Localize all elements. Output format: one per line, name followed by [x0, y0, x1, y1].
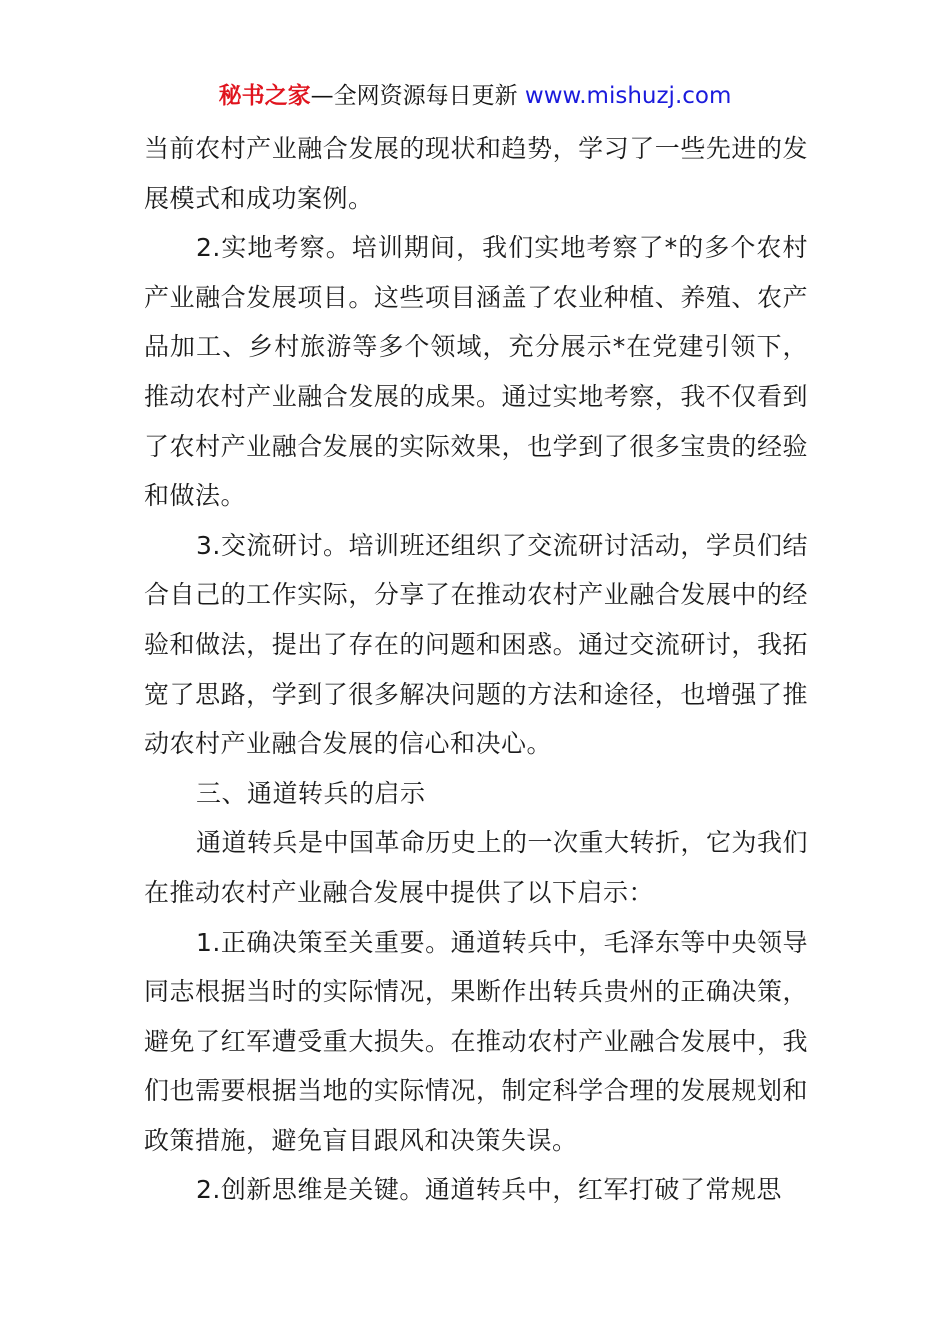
site-url[interactable]: www.mishuzj.com [524, 83, 732, 109]
paragraph-exchange: 3.交流研讨。培训班还组织了交流研讨活动，学员们结合自己的工作实际，分享了在推动农村产业融合发展中的经验和做法，提出了存在的问题和困惑。通过交流研讨，我拓宽了思路，学到了很多解决问题的方法和途径，也增强了推动农村产业融合发展的信心和决心。 [144, 530, 808, 759]
paragraph-decision: 1.正确决策至关重要。通道转兵中，毛泽东等中央领导同志根据当时的实际情况，果断作出转兵贵州的正确决策，避免了红军遭受重大损失。在推动农村产业融合发展中，我们也需要根据当地的实际情况，制定科学合理的发展规划和政策措施，避免盲目跟风和决策失误。 [144, 927, 808, 1155]
section-heading: 三、通道转兵的启示 [196, 778, 426, 808]
site-header [0, 80, 950, 112]
paragraph-continued: 当前农村产业融合发展的现状和趋势，学习了一些先进的发展模式和成功案例。 [144, 134, 808, 213]
site-brand: 秘书之家 [218, 83, 311, 109]
paragraph-intro: 通道转兵是中国革命历史上的一次重大转折，它为我们在推动农村产业融合发展中提供了以下启示： [144, 828, 809, 907]
paragraph-innovation: 2.创新思维是关键。通道转兵中，红军打破了常规思 [196, 1175, 782, 1205]
site-tagline: —全网资源每日更新 [310, 83, 525, 109]
document-body [144, 124, 808, 1215]
paragraph-field-visit: 2.实地考察。培训期间，我们实地考察了*的多个农村产业融合发展项目。这些项目涵盖了农业种植、养殖、农产品加工、乡村旅游等多个领域，充分展示*在党建引领下，推动农村产业融合发展的成果。通过实地考察，我不仅看到了农村产业融合发展的实际效果，也学到了很多宝贵的经验和做法。 [144, 233, 808, 511]
